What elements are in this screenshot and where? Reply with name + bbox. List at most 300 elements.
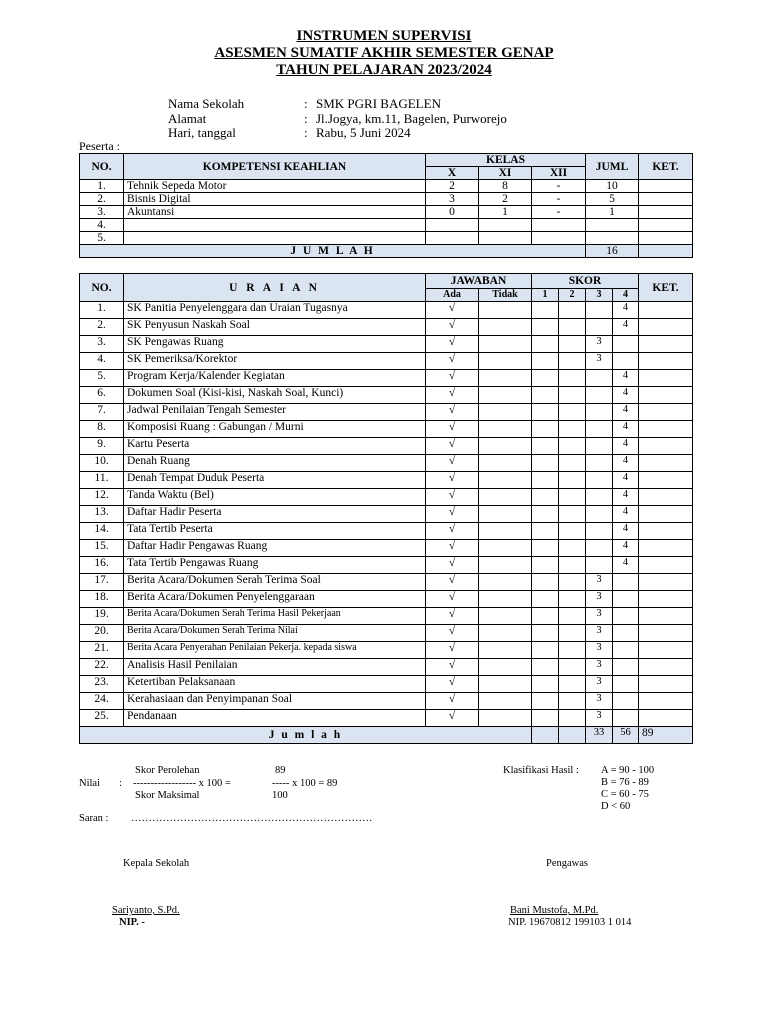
- skor-4: [613, 710, 639, 727]
- skor-4: 4: [613, 421, 639, 438]
- kelas-x: [426, 232, 479, 245]
- header-juml: JUML: [586, 154, 639, 180]
- skor-4: 4: [613, 438, 639, 455]
- skor-1: [532, 523, 559, 540]
- ket-value: [639, 206, 693, 219]
- row-no: 4.: [80, 353, 124, 370]
- ket-value: [639, 676, 693, 693]
- ket-value: [639, 438, 693, 455]
- check-mark: √: [426, 302, 479, 319]
- juml-value: [586, 232, 639, 245]
- table-row: [80, 455, 693, 472]
- header-x: X: [426, 167, 479, 180]
- check-mark: √: [426, 557, 479, 574]
- header-no: NO.: [80, 274, 124, 302]
- juml-value: 10: [586, 180, 639, 193]
- pengawas-nip: NIP. 19670812 199103 1 014: [508, 917, 632, 928]
- uraian-item: Jadwal Penilaian Tengah Semester: [124, 404, 426, 421]
- check-mark: √: [426, 625, 479, 642]
- info-colon: :: [304, 96, 308, 111]
- uraian-table: [79, 273, 693, 744]
- ket-value: [639, 540, 693, 557]
- table-row: [80, 676, 693, 693]
- nilai-formula-left: ------------------ x 100 =: [133, 778, 231, 789]
- uraian-item: Denah Ruang: [124, 455, 426, 472]
- table-row: [80, 472, 693, 489]
- skor-1: [532, 302, 559, 319]
- jawaban-tidak: [479, 302, 532, 319]
- jumlah-skor-3: 33: [586, 727, 613, 744]
- skor-2: [559, 421, 586, 438]
- skor-1: [532, 472, 559, 489]
- row-no: 4.: [80, 219, 124, 232]
- skor-4: 4: [613, 506, 639, 523]
- row-no: 11.: [80, 472, 124, 489]
- jawaban-tidak: [479, 523, 532, 540]
- row-no: 17.: [80, 574, 124, 591]
- header-ket: KET.: [639, 274, 693, 302]
- ket-value: [639, 404, 693, 421]
- skor-1: [532, 404, 559, 421]
- skor-2: [559, 642, 586, 659]
- klasifikasi-a: A = 90 - 100: [601, 765, 655, 776]
- saran-dots: ……………………………………………………………: [131, 813, 373, 824]
- row-no: 7.: [80, 404, 124, 421]
- check-mark: √: [426, 404, 479, 421]
- skor-1: [532, 336, 559, 353]
- skor-3: 3: [586, 608, 613, 625]
- skor-perolehan-label: Skor Perolehan: [135, 765, 200, 776]
- check-mark: √: [426, 472, 479, 489]
- skor-1: [532, 438, 559, 455]
- skor-maksimal-value: 100: [272, 790, 288, 801]
- jawaban-tidak: [479, 608, 532, 625]
- check-mark: √: [426, 608, 479, 625]
- header-kelas: KELAS: [426, 154, 586, 167]
- check-mark: √: [426, 438, 479, 455]
- skor-4: [613, 353, 639, 370]
- check-mark: √: [426, 540, 479, 557]
- check-mark: √: [426, 523, 479, 540]
- uraian-item: Komposisi Ruang : Gabungan / Murni: [124, 421, 426, 438]
- ket-value: [639, 693, 693, 710]
- uraian-item: Analisis Hasil Penilaian: [124, 659, 426, 676]
- kelas-x: 2: [426, 180, 479, 193]
- jumlah-total: 16: [586, 245, 639, 258]
- ket-value: [639, 608, 693, 625]
- table-row: [80, 370, 693, 387]
- skor-3: [586, 438, 613, 455]
- jumlah-ket: [639, 245, 693, 258]
- row-no: 1.: [80, 180, 124, 193]
- header-ada: Ada: [426, 289, 479, 302]
- check-mark: √: [426, 642, 479, 659]
- uraian-item: SK Panitia Penyelenggara dan Uraian Tugasnya: [124, 302, 426, 319]
- kepala-sekolah-role: Kepala Sekolah: [123, 858, 190, 869]
- row-no: 22.: [80, 659, 124, 676]
- table-row: [80, 523, 693, 540]
- table-row: [80, 421, 693, 438]
- skor-2: [559, 353, 586, 370]
- header-xii: XII: [532, 167, 586, 180]
- check-mark: √: [426, 455, 479, 472]
- table-row: [80, 438, 693, 455]
- ket-value: [639, 557, 693, 574]
- table-row: [80, 319, 693, 336]
- pengawas-name: Bani Mustofa, M.Pd.: [510, 905, 599, 916]
- doc-title-line2: ASESMEN SUMATIF AKHIR SEMESTER GENAP: [214, 45, 554, 61]
- skor-1: [532, 489, 559, 506]
- skor-4: [613, 574, 639, 591]
- jumlah-skor-2: [559, 727, 586, 744]
- jawaban-tidak: [479, 336, 532, 353]
- skor-1: [532, 353, 559, 370]
- skor-2: [559, 591, 586, 608]
- skor-4: 4: [613, 489, 639, 506]
- row-no: 3.: [80, 206, 124, 219]
- table-row: [80, 193, 693, 206]
- jawaban-tidak: [479, 625, 532, 642]
- skor-3: [586, 302, 613, 319]
- skor-2: [559, 574, 586, 591]
- jawaban-tidak: [479, 353, 532, 370]
- nilai-formula-right: ----- x 100 = 89: [272, 778, 338, 789]
- ket-value: [639, 319, 693, 336]
- skor-1: [532, 608, 559, 625]
- ket-value: [639, 336, 693, 353]
- jawaban-tidak: [479, 421, 532, 438]
- skor-4: 4: [613, 472, 639, 489]
- ket-value: [639, 625, 693, 642]
- jumlah-skor-1: [532, 727, 559, 744]
- skor-4: 4: [613, 404, 639, 421]
- row-no: 23.: [80, 676, 124, 693]
- skor-4: [613, 336, 639, 353]
- skor-3: [586, 523, 613, 540]
- skor-2: [559, 710, 586, 727]
- skor-3: [586, 319, 613, 336]
- doc-title-line1: INSTRUMEN SUPERVISI: [296, 28, 472, 44]
- skor-1: [532, 710, 559, 727]
- uraian-item: Berita Acara Penyerahan Penilaian Pekerja. kepada siswa: [124, 642, 426, 659]
- skor-3: [586, 421, 613, 438]
- row-no: 15.: [80, 540, 124, 557]
- skor-3: 3: [586, 574, 613, 591]
- ket-value: [639, 455, 693, 472]
- check-mark: √: [426, 591, 479, 608]
- jawaban-tidak: [479, 438, 532, 455]
- row-no: 25.: [80, 710, 124, 727]
- skor-1: [532, 319, 559, 336]
- check-mark: √: [426, 336, 479, 353]
- ket-value: [639, 710, 693, 727]
- jawaban-tidak: [479, 676, 532, 693]
- ket-value: [639, 353, 693, 370]
- peserta-label: Peserta :: [79, 139, 120, 153]
- skor-1: [532, 455, 559, 472]
- table-row: [80, 353, 693, 370]
- saran-label: Saran :: [79, 813, 109, 824]
- check-mark: √: [426, 319, 479, 336]
- skor-1: [532, 642, 559, 659]
- klasifikasi-label: Klasifikasi Hasil :: [503, 765, 579, 776]
- kelas-xi: [479, 232, 532, 245]
- skor-3: 3: [586, 336, 613, 353]
- kepala-sekolah-nip: NIP. -: [119, 917, 145, 928]
- skor-2: [559, 676, 586, 693]
- skor-2: [559, 336, 586, 353]
- kompetensi-name: Akuntansi: [124, 206, 426, 219]
- ket-value: [639, 574, 693, 591]
- info-value-alamat: Jl.Jogya, km.11, Bagelen, Purworejo: [316, 111, 507, 126]
- table-row: [80, 591, 693, 608]
- skor-1: [532, 676, 559, 693]
- skor-1: [532, 387, 559, 404]
- kelas-x: 0: [426, 206, 479, 219]
- skor-2: [559, 659, 586, 676]
- ket-value: [639, 193, 693, 206]
- skor-2: [559, 506, 586, 523]
- skor-2: [559, 302, 586, 319]
- ket-value: [639, 523, 693, 540]
- skor-4: 4: [613, 387, 639, 404]
- header-jawaban: JAWABAN: [426, 274, 532, 289]
- uraian-item: Kartu Peserta: [124, 438, 426, 455]
- jawaban-tidak: [479, 506, 532, 523]
- skor-2: [559, 319, 586, 336]
- jawaban-tidak: [479, 574, 532, 591]
- uraian-item: Denah Tempat Duduk Peserta: [124, 472, 426, 489]
- table-row: [80, 659, 693, 676]
- juml-value: [586, 219, 639, 232]
- ket-value: [639, 591, 693, 608]
- header-ket: KET.: [639, 154, 693, 180]
- kelas-xii: [532, 219, 586, 232]
- skor-1: [532, 557, 559, 574]
- ket-value: [639, 232, 693, 245]
- jawaban-tidak: [479, 319, 532, 336]
- skor-1: [532, 659, 559, 676]
- ket-value: [639, 421, 693, 438]
- table-row: [80, 387, 693, 404]
- kompetensi-name: [124, 219, 426, 232]
- skor-2: [559, 404, 586, 421]
- uraian-item: Daftar Hadir Pengawas Ruang: [124, 540, 426, 557]
- skor-perolehan-value: 89: [275, 765, 286, 776]
- skor-2: [559, 557, 586, 574]
- skor-2: [559, 523, 586, 540]
- kelas-xii: -: [532, 180, 586, 193]
- uraian-item: Ketertiban Pelaksanaan: [124, 676, 426, 693]
- row-no: 5.: [80, 232, 124, 245]
- kelas-xii: [532, 232, 586, 245]
- skor-2: [559, 625, 586, 642]
- pengawas-role: Pengawas: [546, 858, 588, 869]
- row-no: 24.: [80, 693, 124, 710]
- row-no: 6.: [80, 387, 124, 404]
- skor-1: [532, 591, 559, 608]
- check-mark: √: [426, 676, 479, 693]
- skor-2: [559, 455, 586, 472]
- row-no: 20.: [80, 625, 124, 642]
- skor-1: [532, 421, 559, 438]
- jawaban-tidak: [479, 693, 532, 710]
- jumlah-skor-4: 56: [613, 727, 639, 744]
- skor-3: [586, 455, 613, 472]
- jawaban-tidak: [479, 370, 532, 387]
- skor-4: 4: [613, 540, 639, 557]
- info-colon: :: [304, 125, 308, 140]
- header-skor-4: 4: [613, 289, 639, 302]
- table-row: [80, 710, 693, 727]
- ket-value: [639, 370, 693, 387]
- row-no: 8.: [80, 421, 124, 438]
- klasifikasi-c: C = 60 - 75: [601, 789, 649, 800]
- row-no: 18.: [80, 591, 124, 608]
- skor-1: [532, 693, 559, 710]
- skor-3: 3: [586, 625, 613, 642]
- row-no: 2.: [80, 319, 124, 336]
- ket-value: [639, 506, 693, 523]
- table-row: [80, 693, 693, 710]
- skor-1: [532, 506, 559, 523]
- uraian-item: SK Penyusun Naskah Soal: [124, 319, 426, 336]
- skor-4: 4: [613, 455, 639, 472]
- klasifikasi-d: D < 60: [601, 801, 631, 812]
- table-row: [80, 336, 693, 353]
- kelas-xii: -: [532, 193, 586, 206]
- skor-4: [613, 659, 639, 676]
- uraian-item: Dokumen Soal (Kisi-kisi, Naskah Soal, Kunci): [124, 387, 426, 404]
- jawaban-tidak: [479, 455, 532, 472]
- table-row: [80, 206, 693, 219]
- skor-3: [586, 557, 613, 574]
- row-no: 19.: [80, 608, 124, 625]
- skor-3: [586, 387, 613, 404]
- header-skor-2: 2: [559, 289, 586, 302]
- uraian-item: Program Kerja/Kalender Kegiatan: [124, 370, 426, 387]
- jawaban-tidak: [479, 591, 532, 608]
- skor-4: [613, 642, 639, 659]
- jawaban-tidak: [479, 540, 532, 557]
- skor-3: 3: [586, 353, 613, 370]
- skor-2: [559, 693, 586, 710]
- skor-4: [613, 625, 639, 642]
- table-row: [80, 180, 693, 193]
- table-row: [80, 608, 693, 625]
- skor-2: [559, 489, 586, 506]
- jumlah-ket-total: 89: [639, 727, 693, 744]
- kelas-xi: 1: [479, 206, 532, 219]
- row-no: 13.: [80, 506, 124, 523]
- jawaban-tidak: [479, 387, 532, 404]
- skor-2: [559, 387, 586, 404]
- skor-4: 4: [613, 302, 639, 319]
- kelas-xii: -: [532, 206, 586, 219]
- jawaban-tidak: [479, 659, 532, 676]
- jumlah-label: J U M L A H: [80, 245, 586, 258]
- check-mark: √: [426, 370, 479, 387]
- header-xi: XI: [479, 167, 532, 180]
- check-mark: √: [426, 353, 479, 370]
- skor-3: [586, 472, 613, 489]
- table-row: [80, 302, 693, 319]
- juml-value: 5: [586, 193, 639, 206]
- skor-3: 3: [586, 591, 613, 608]
- header-skor-1: 1: [532, 289, 559, 302]
- ket-value: [639, 219, 693, 232]
- jawaban-tidak: [479, 642, 532, 659]
- jawaban-tidak: [479, 489, 532, 506]
- ket-value: [639, 489, 693, 506]
- skor-4: [613, 693, 639, 710]
- nilai-colon: :: [119, 778, 122, 789]
- klasifikasi-b: B = 76 - 89: [601, 777, 649, 788]
- kepala-sekolah-name: Sariyanto, S.Pd.: [112, 905, 180, 916]
- row-no: 21.: [80, 642, 124, 659]
- uraian-item: Kerahasiaan dan Penyimpanan Soal: [124, 693, 426, 710]
- skor-4: 4: [613, 557, 639, 574]
- info-value-tanggal: Rabu, 5 Juni 2024: [316, 125, 411, 140]
- doc-title-line3: TAHUN PELAJARAN 2023/2024: [276, 62, 492, 78]
- table-row: [80, 506, 693, 523]
- skor-4: [613, 608, 639, 625]
- check-mark: √: [426, 421, 479, 438]
- skor-4: [613, 591, 639, 608]
- info-value-sekolah: SMK PGRI BAGELEN: [316, 96, 441, 111]
- skor-4: 4: [613, 370, 639, 387]
- header-kompetensi: KOMPETENSI KEAHLIAN: [124, 154, 426, 180]
- jawaban-tidak: [479, 404, 532, 421]
- table-row: [80, 642, 693, 659]
- skor-2: [559, 608, 586, 625]
- juml-value: 1: [586, 206, 639, 219]
- row-no: 2.: [80, 193, 124, 206]
- table-row: [80, 574, 693, 591]
- row-no: 14.: [80, 523, 124, 540]
- skor-maksimal-label: Skor Maksimal: [135, 790, 200, 801]
- row-no: 9.: [80, 438, 124, 455]
- kelas-xi: 2: [479, 193, 532, 206]
- skor-2: [559, 438, 586, 455]
- uraian-item: Tata Tertib Pengawas Ruang: [124, 557, 426, 574]
- skor-3: [586, 404, 613, 421]
- table-row: [80, 232, 693, 245]
- skor-3: [586, 489, 613, 506]
- header-tidak: Tidak: [479, 289, 532, 302]
- info-label-tanggal: Hari, tanggal: [168, 125, 236, 140]
- uraian-item: Berita Acara/Dokumen Serah Terima Nilai: [124, 625, 426, 642]
- check-mark: √: [426, 387, 479, 404]
- ket-value: [639, 387, 693, 404]
- row-no: 5.: [80, 370, 124, 387]
- skor-2: [559, 370, 586, 387]
- check-mark: √: [426, 693, 479, 710]
- skor-1: [532, 574, 559, 591]
- skor-3: 3: [586, 676, 613, 693]
- kelas-xi: [479, 219, 532, 232]
- row-no: 3.: [80, 336, 124, 353]
- ket-value: [639, 180, 693, 193]
- skor-1: [532, 370, 559, 387]
- jawaban-tidak: [479, 710, 532, 727]
- table-row: [80, 219, 693, 232]
- uraian-item: Berita Acara/Dokumen Serah Terima Hasil Pekerjaan: [124, 608, 426, 625]
- kelas-xi: 8: [479, 180, 532, 193]
- uraian-item: Berita Acara/Dokumen Penyelenggaraan: [124, 591, 426, 608]
- table-row: [80, 540, 693, 557]
- uraian-item: Tanda Waktu (Bel): [124, 489, 426, 506]
